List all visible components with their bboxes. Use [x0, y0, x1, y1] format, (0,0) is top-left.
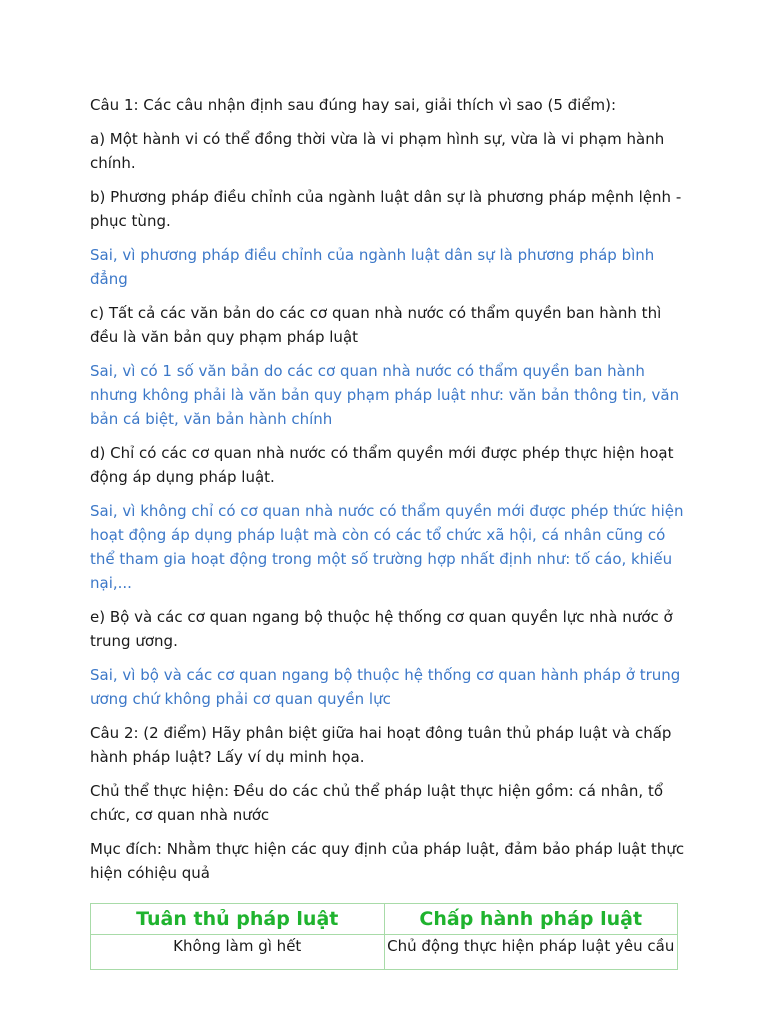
statement-a: a) Một hành vi có thể đồng thời vừa là vi phạm hình sự, vừa là vi phạm hành chính.: [90, 130, 665, 172]
answer-d: Sai, vì không chỉ có cơ quan nhà nước có thẩm quyền mới được phép thức hiện hoạt động áp dụng pháp luật mà còn có các tổ chức xã hội, cá nhân cũng có thể tham gia hoạt động trong một số trường hợp nhất định như: tố cáo, khiếu nại,...: [90, 502, 684, 592]
table-cell: Chủ động thực hiện pháp luật yêu cầu: [384, 935, 678, 970]
statement-e: e) Bộ và các cơ quan ngang bộ thuộc hệ thống cơ quan quyền lực nhà nước ở trung ương.: [90, 608, 673, 650]
answer-c: Sai, vì có 1 số văn bản do các cơ quan nhà nước có thẩm quyền ban hành nhưng không phải là văn bản quy phạm pháp luật như: văn bản thông tin, văn bản cá biệt, văn bản hành chính: [90, 362, 680, 428]
subject-paragraph: Chủ thể thực hiện: Đều do các chủ thể pháp luật thực hiện gồm: cá nhân, tổ chức, cơ quan nhà nước: [90, 782, 664, 824]
document-body: [90, 93, 690, 970]
answer-b: Sai, vì phương pháp điều chỉnh của ngành luật dân sự là phương pháp bình đẳng: [90, 246, 655, 288]
table-header-row: [91, 904, 678, 935]
table-cell: Không làm gì hết: [91, 935, 385, 970]
answer-e: Sai, vì bộ và các cơ quan ngang bộ thuộc hệ thống cơ quan hành pháp ở trung ương chứ không phải cơ quan quyền lực: [90, 666, 681, 708]
comparison-table: [90, 903, 678, 970]
statement-c: c) Tất cả các văn bản do các cơ quan nhà nước có thẩm quyền ban hành thì đều là văn bản quy phạm pháp luật: [90, 304, 662, 346]
table-row: [91, 935, 678, 970]
table-header-cell: Chấp hành pháp luật: [384, 904, 678, 935]
purpose-paragraph: Mục đích: Nhằm thực hiện các quy định của pháp luật, đảm bảo pháp luật thực hiện cóhiệu quả: [90, 840, 685, 882]
question-2-title: Câu 2: (2 điểm) Hãy phân biệt giữa hai hoạt đông tuân thủ pháp luật và chấp hành pháp luật? Lấy ví dụ minh họa.: [90, 724, 672, 766]
statement-b: b) Phương pháp điều chỉnh của ngành luật dân sự là phương pháp mệnh lệnh - phục tùng.: [90, 188, 682, 230]
table-header-cell: Tuân thủ pháp luật: [91, 904, 385, 935]
statement-d: d) Chỉ có các cơ quan nhà nước có thẩm quyền mới được phép thực hiện hoạt động áp dụng pháp luật.: [90, 444, 674, 486]
question-1-title: Câu 1: Các câu nhận định sau đúng hay sai, giải thích vì sao (5 điểm):: [90, 96, 617, 114]
